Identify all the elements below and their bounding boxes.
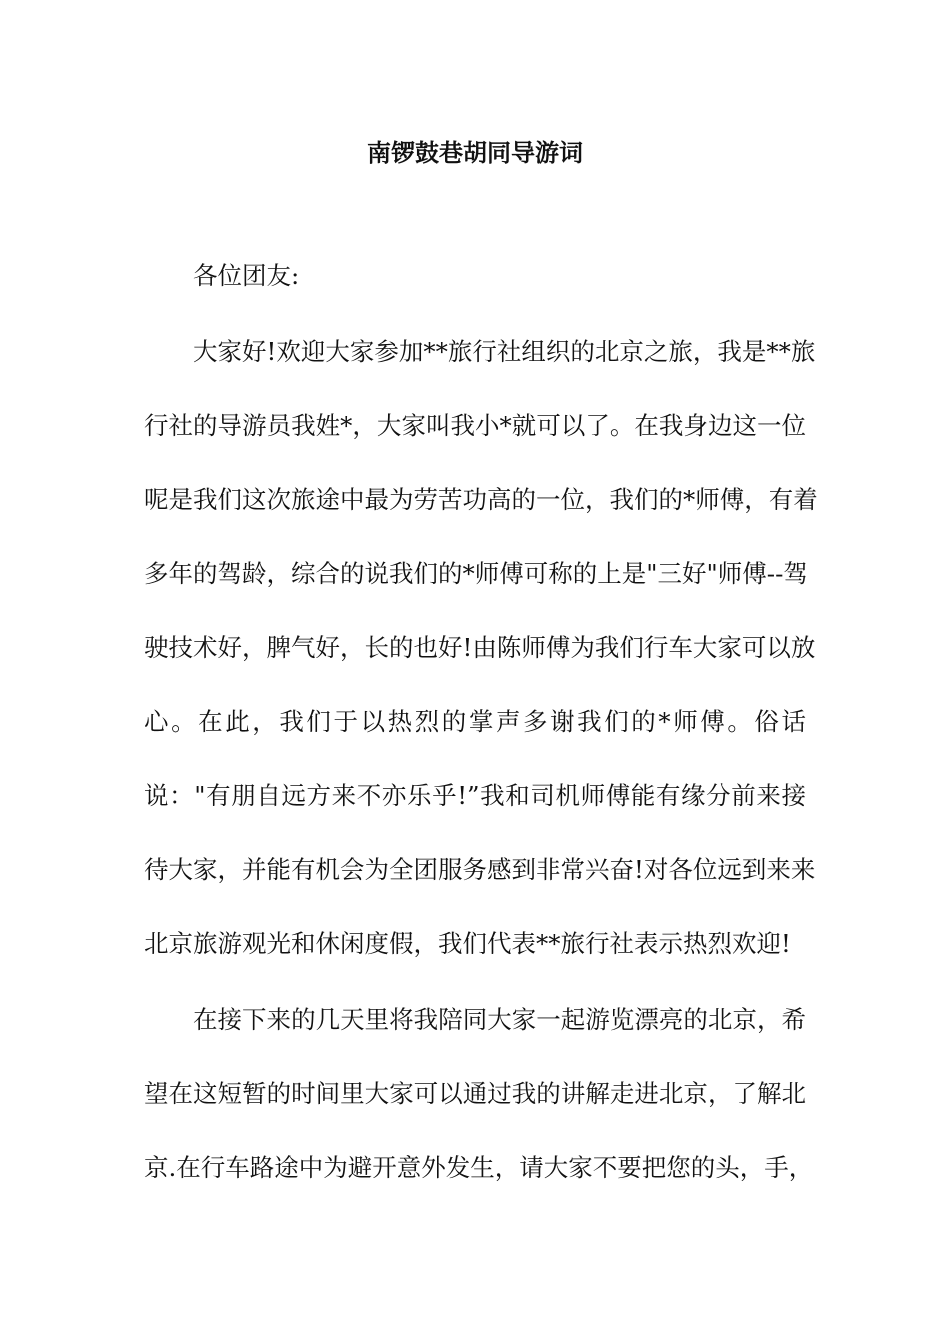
paragraph-line: 京.在行车路途中为避开意外发生，请大家不要把您的头，手， — [144, 1153, 814, 1182]
paragraph-line: 说："有朋自远方来不亦乐乎!”我和司机师傅能有缘分前来接 — [144, 781, 806, 810]
paragraph-line: 行社的导游员我姓*，大家叫我小*就可以了。在我身边这一位 — [144, 411, 806, 440]
paragraph-line: 北京旅游观光和休闲度假，我们代表**旅行社表示热烈欢迎! — [144, 929, 791, 958]
paragraph-line: 在接下来的几天里将我陪同大家一起游览漂亮的北京，希 — [193, 1005, 806, 1034]
paragraph-line: 待大家，并能有机会为全团服务感到非常兴奋!对各位远到来来 — [144, 855, 816, 884]
paragraph-line: 大家好!欢迎大家参加**旅行社组织的北京之旅，我是**旅 — [193, 337, 816, 366]
paragraph-line: 驶技术好，脾气好，长的也好!由陈师傅为我们行车大家可以放 — [144, 633, 816, 662]
salutation: 各位团友: — [193, 261, 300, 290]
paragraph-line: 呢是我们这次旅途中最为劳苦功高的一位，我们的*师傅，有着 — [144, 485, 818, 514]
document-title: 南锣鼓巷胡同导游词 — [367, 138, 583, 167]
paragraph-line: 心。在此，我们于以热烈的掌声多谢我们的*师傅。俗话 — [144, 707, 806, 736]
paragraph-line: 多年的驾龄，综合的说我们的*师傅可称的上是"三好"师傅--驾 — [144, 559, 808, 588]
paragraph-line: 望在这短暂的时间里大家可以通过我的讲解走进北京，了解北 — [144, 1079, 806, 1108]
